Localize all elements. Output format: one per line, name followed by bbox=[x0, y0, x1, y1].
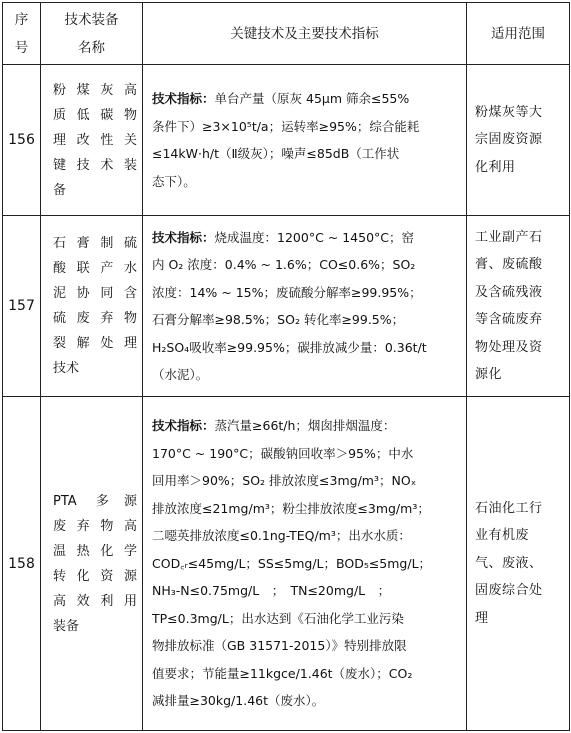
header-scope: 适用范围 bbox=[467, 3, 570, 65]
tech-indicators bbox=[143, 65, 467, 216]
table-row bbox=[3, 216, 570, 397]
indicator-line: TP≤0.3mg/L；出水达到《石油化学工业污染 bbox=[152, 610, 404, 626]
indicator-label: 技术指标： bbox=[152, 229, 215, 245]
scope-line: 源化 bbox=[475, 367, 503, 382]
scope-line: 石油化工行 bbox=[475, 500, 543, 516]
application-scope bbox=[467, 397, 570, 731]
header-no-line: 号 bbox=[14, 39, 29, 56]
indicator-line: H₂SO₄吸收率≥99.95%；碳排放减少量：0.36t/t bbox=[152, 339, 427, 355]
scope-line: 等含硫废弃 bbox=[475, 312, 543, 327]
equipment-table bbox=[2, 2, 570, 731]
indicator-line: 回用率＞90%；SO₂ 排放浓度≤3mg/m³；NOₓ bbox=[152, 473, 417, 489]
indicator-line: 值要求；节能量≥11kgce/1.46t（废水）；CO₂ bbox=[152, 665, 413, 681]
header-row bbox=[3, 3, 570, 65]
name-line: PTA 多源 bbox=[53, 493, 137, 509]
application-scope bbox=[467, 65, 570, 216]
header-tech: 关键技术及主要技术指标 bbox=[143, 3, 467, 65]
name-line: 装备 bbox=[53, 618, 80, 634]
indicator-line: 减排量≥30kg/1.46t（废水）。 bbox=[152, 693, 325, 709]
indicator-label: 技术指标： bbox=[152, 418, 215, 434]
indicator-line: COD꜀ᵣ≤45mg/L；SS≤5mg/L；BOD₅≤5mg/L； bbox=[152, 555, 432, 571]
indicator-line: NH₃-N≤0.75mg/L ； TN≤20mg/L ； bbox=[152, 583, 391, 599]
name-line: 高效利用 bbox=[53, 593, 137, 609]
indicator-line: ≤14kW·h/t（Ⅱ级灰）；噪声≤85dB（工作状 bbox=[152, 146, 400, 161]
name-line: 技术 bbox=[53, 361, 80, 376]
name-line: 泥协同含 bbox=[53, 286, 137, 301]
indicator-line: 排放浓度≤21mg/m³；粉尘排放浓度≤3mg/m³； bbox=[152, 500, 430, 516]
scope-line: 宗固废资源 bbox=[475, 132, 543, 148]
indicator-line: 态下）。 bbox=[152, 173, 196, 189]
tech-indicators bbox=[143, 397, 467, 731]
name-line: 理改性关 bbox=[53, 132, 137, 148]
name-line: 石膏制硫 bbox=[53, 236, 137, 251]
scope-line: 物处理及资 bbox=[475, 339, 543, 355]
scope-line: 理 bbox=[475, 610, 489, 626]
row-number: 158 bbox=[3, 397, 41, 731]
name-line: 裂解处理 bbox=[53, 336, 137, 351]
indicator-line: 浓度：14% ~ 15%；废硫酸分解率≥99.95%； bbox=[152, 284, 422, 300]
equipment-name bbox=[41, 216, 143, 397]
header-no-line: 序 bbox=[14, 11, 29, 28]
scope-line: 化利用 bbox=[475, 159, 516, 175]
indicator-line: 170°C ~ 190°C；碳酸钠回收率＞95%；中水 bbox=[152, 445, 414, 461]
equipment-name bbox=[41, 397, 143, 731]
scope-line: 气、废液、 bbox=[475, 555, 543, 571]
name-line: 废弃物高 bbox=[53, 518, 137, 534]
scope-line: 粉煤灰等大 bbox=[475, 104, 543, 120]
indicator-line: 条件下）≥3×10⁵t/a；运转率≥95%；综合能耗 bbox=[152, 118, 420, 134]
table-row bbox=[3, 65, 570, 216]
name-line: 备 bbox=[53, 182, 67, 198]
name-line: 粉煤灰高 bbox=[53, 82, 137, 98]
header-no bbox=[3, 3, 41, 65]
indicator-label: 技术指标： bbox=[152, 91, 215, 106]
name-line: 转化资源 bbox=[53, 568, 137, 584]
application-scope bbox=[467, 216, 570, 397]
row-number: 157 bbox=[3, 216, 41, 397]
indicator-line: （水泥）。 bbox=[152, 367, 209, 382]
scope-line: 膏、废硫酸 bbox=[475, 257, 543, 272]
equipment-name bbox=[41, 65, 143, 216]
scope-line: 业有机废 bbox=[475, 528, 530, 544]
indicator-line: 内 O₂ 浓度：0.4% ~ 1.6%；CO≤0.6%；SO₂ bbox=[152, 257, 416, 272]
header-equipment-line: 名称 bbox=[78, 39, 105, 56]
indicator-line: 物排放标准（GB 31571-2015）》特别排放限 bbox=[152, 638, 407, 654]
scope-line: 固废综合处 bbox=[475, 583, 543, 599]
name-line: 质低碳物 bbox=[53, 107, 137, 123]
indicator-line: 二噁英排放浓度≤0.1ng-TEQ/m³；出水水质： bbox=[152, 528, 411, 544]
scope-line: 工业副产石 bbox=[475, 229, 543, 245]
indicator-line: 蒸汽量≥66t/h；烟囱排烟温度： bbox=[214, 418, 396, 434]
indicator-line: 石膏分解率≥98.5%；SO₂ 转化率≥99.5%； bbox=[152, 312, 405, 327]
table-row bbox=[3, 397, 570, 731]
indicator-line: 单台产量（原灰 45μm 筛余≤55% bbox=[214, 91, 410, 106]
name-line: 硫废弃物 bbox=[53, 311, 137, 326]
indicator-line: 烧成温度：1200°C ~ 1450°C；窑 bbox=[214, 229, 415, 245]
tech-indicators bbox=[143, 216, 467, 397]
scope-line: 及含硫残液 bbox=[475, 284, 543, 300]
name-line: 键技术装 bbox=[53, 157, 137, 173]
name-line: 酸联产水 bbox=[53, 261, 137, 276]
name-line: 温热化学 bbox=[53, 543, 137, 559]
header-equipment bbox=[41, 3, 143, 65]
header-equipment-line: 技术装备 bbox=[64, 11, 119, 28]
row-number: 156 bbox=[3, 65, 41, 216]
